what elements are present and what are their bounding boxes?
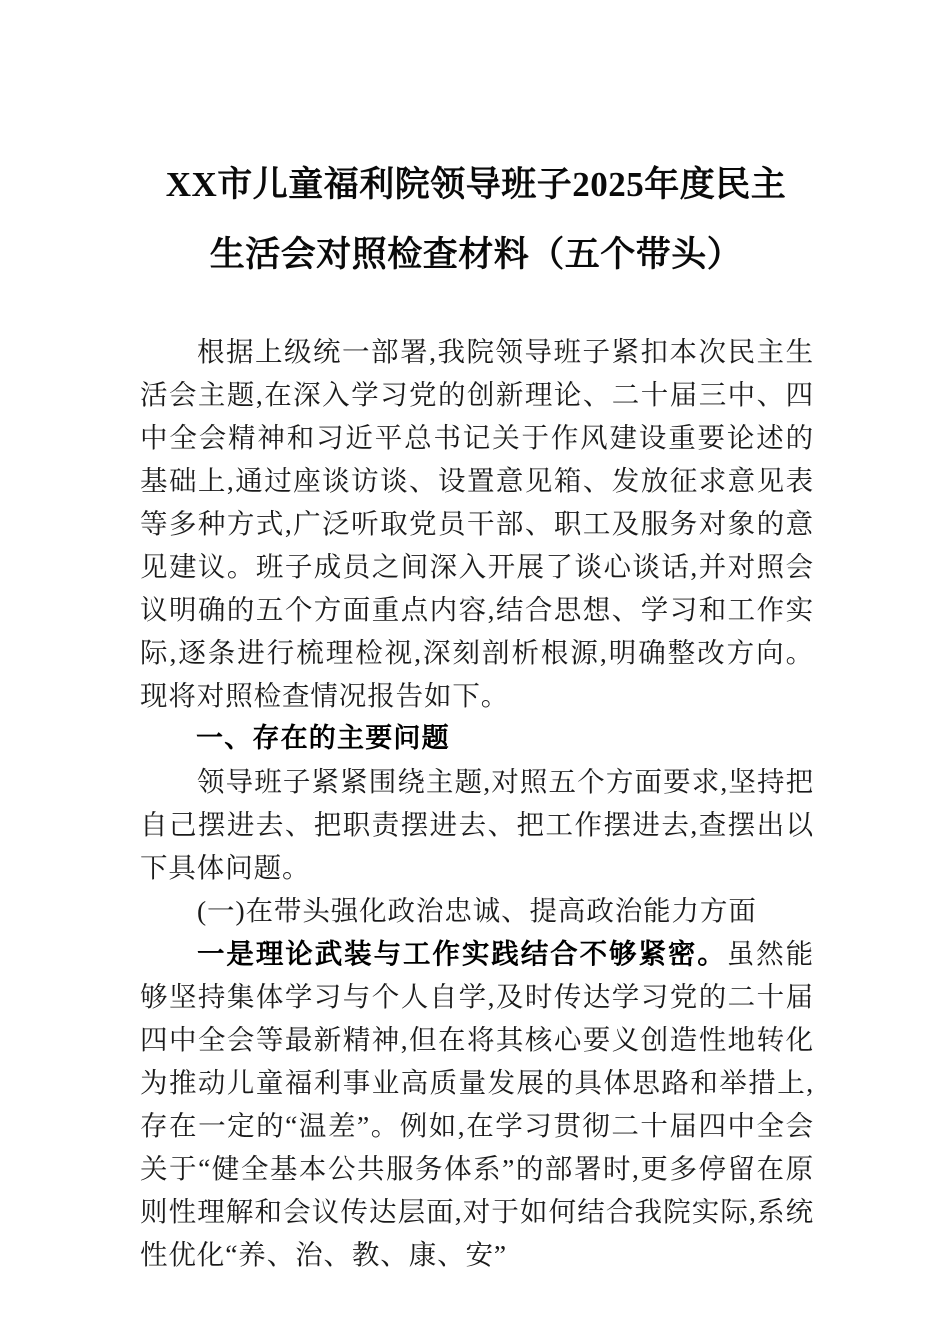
document-title xyxy=(140,150,812,290)
document-body xyxy=(140,330,814,1276)
item-1-body-text: 虽然能够坚持集体学习与个人自学,及时传达学习党的二十届四中全会等最新精神,但在将其核心要义创造性地转化为推动儿童福利事业高质量发展的具体思路和举措上,存在一定的“温差”。例如,在学习贯彻二十届四中全会关于“健全基本公共服务体系”的部署时,更多停留在原则性理解和会议传达层面,对于如何结合我院实际,系统性优化“养、治、教、康、安” xyxy=(140,938,814,1270)
subsection-heading-1-1: (一)在带头强化政治忠诚、提高政治能力方面 xyxy=(197,895,757,926)
document-title-line-2: 生活会对照检查材料（五个带头） xyxy=(209,235,743,274)
intro-paragraph: 根据上级统一部署,我院领导班子紧扣本次民主生活会主题,在深入学习党的创新理论、二十届三中、四中全会精神和习近平总书记关于作风建设重要论述的基础上,通过座谈访谈、设置意见箱、发放征求意见表等多种方式,广泛听取党员干部、职工及服务对象的意见建议。班子成员之间深入开展了谈心谈话,并对照会议明确的五个方面重点内容,结合思想、学习和工作实际,逐条进行梳理检视,深刻剖析根源,明确整改方向。现将对照检查情况报告如下。 xyxy=(140,336,814,711)
item-1-bold-lead: 一是理论武装与工作实践结合不够紧密。 xyxy=(197,938,727,969)
section-heading-1: 一、存在的主要问题 xyxy=(196,723,450,753)
document-title-line-1: XX市儿童福利院领导班子2025年度民主 xyxy=(165,165,787,204)
section-1-lead-paragraph: 领导班子紧紧围绕主题,对照五个方面要求,坚持把自己摆进去、把职责摆进去、把工作摆进去,查摆出以下具体问题。 xyxy=(140,766,814,883)
item-1-paragraph xyxy=(140,932,814,1276)
